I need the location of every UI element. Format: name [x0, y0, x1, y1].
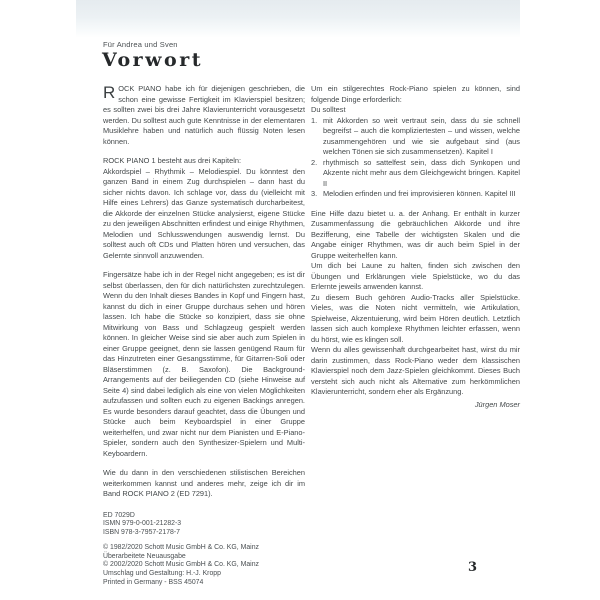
copyright-block	[103, 544, 305, 587]
paragraph-intro-text: OCK PIANO habe ich für diejenigen geschrieben, die schon eine gewisse Fertigkeit im Klavierspiel besitzen; es sollten zwei bis drei Jahre Klavierunterricht vorausgesetzt werden. Du solltest auch gute Kenntnisse in der elementaren Musiklehre haben und natürlich auch flüssig Noten lesen können.	[103, 84, 305, 146]
numbered-list-item	[311, 189, 520, 200]
edition-number: ED 7029D	[103, 511, 135, 519]
copyright-line: Umschlag und Gestaltung: H.-J. Kropp	[103, 570, 221, 578]
right-column	[311, 84, 520, 410]
dedication: Für Andrea und Sven	[103, 40, 178, 49]
paragraph-motivation: Um dich bei Laune zu halten, finden sich zwischen den Übungen und Erklärungen viele Spielstücke, wo du das Erlernte jeweils anwenden kannst.	[311, 261, 520, 291]
copyright-line: © 1982/2020 Schott Music GmbH & Co. KG, Mainz	[103, 544, 259, 552]
numbered-list-item	[311, 116, 520, 158]
chapter-list-intro: ROCK PIANO 1 besteht aus drei Kapiteln:	[103, 156, 242, 165]
list-number: 2.	[311, 157, 318, 167]
paragraph-appendix: Eine Hilfe dazu bietet u. a. der Anhang. Er enthält in kurzer Zusammenfassung die gebräuchlichen Akkorde und ihre Bezifferung, eine Tabelle der wichtigsten Skalen und die Angabe einiger Rhythmen, was dir auch beim Spiel in der Gruppe weiterhelfen kann.	[311, 208, 520, 260]
author-signature: Jürgen Moser	[474, 399, 520, 409]
requirements-intro: Um ein stilgerechtes Rock-Piano spielen zu können, sind folgende Dinge erforderlich:	[311, 84, 520, 104]
list-text: Melodien erfinden und frei improvisieren können. Kapitel III	[323, 189, 516, 198]
paragraph-audio-tracks: Zu diesem Buch gehören Audio-Tracks aller Spielstücke. Vieles, was die Noten nicht vermitteln, wie Artikulation, Spielweise, Akzentuierung, wird beim Hören deutlich. Letztlich lassen sich auch komplexe Rhythmen leichter erfassen, wenn du hörst, wie es klingen soll.	[311, 292, 520, 344]
isbn-number: ISBN 978-3-7957-2178-7	[103, 528, 180, 536]
ismn-number: ISMN 979-0-001-21282-3	[103, 520, 182, 528]
paragraph-conclusion: Wenn du alles gewissenhaft durchgearbeitet hast, wirst du mir darin zustimmen, dass Rock-Piano weder dem klassischen Klavierspiel noch dem Jazz-Spielen gleichkommt. Dieses Buch versteht sich auch nicht als Alternative zum herkömmlichen Klavierunterricht, sondern eher als Ergänzung.	[311, 345, 520, 396]
requirements-lead: Du solltest	[311, 105, 346, 114]
list-text: rhythmisch so sattelfest sein, dass dich Synkopen und Akzente nicht mehr aus dem Gleichgewicht bringen. Kapitel II	[323, 157, 520, 188]
left-column	[103, 84, 305, 587]
paragraph-chapters: Akkordspiel – Rhythmik – Melodiespiel. Du könntest den ganzen Band in einem Zug durchspielen – dann hast du sicher nichts davon. Ich schlage vor, dass du (vielleicht mit Hilfe eines Lehrers) das Ganze systematisch durcharbeitest, die Akkorde der einzelnen Stücke analysierst, eigene Stücke zu den jeweiligen Abschnitten erfindest und einige Rhythmen, Melodien und Schlusswendungen auswendig lernst. Du solltest auch oft CDs und Platten hören und versuchen, das Gelernte sinnvoll anzuwenden.	[103, 166, 305, 260]
page-stack-top-edge	[76, 0, 520, 38]
edition-numbers-block	[103, 512, 305, 538]
copyright-line: Printed in Germany - BSS 45074	[103, 578, 204, 586]
paragraph-intro	[103, 84, 305, 147]
numbered-list-item	[311, 158, 520, 190]
drop-cap: R	[103, 83, 116, 102]
paragraph-fingering: Fingersätze habe ich in der Regel nicht angegeben; es ist dir selbst überlassen, den für dich natürlichsten zurechtzulegen. Wenn du den Inhalt dieses Bandes in Kopf und Fingern hast, kannst du dich in einer Gruppe durchaus sehen und hören lassen. Ich habe die Stücke so konzipiert, dass sie ohne Mitwirkung von Bass und Schlagzeug gespielt werden können. In gleicher Weise sind sie aber auch zum Spielen in einer Gruppe geeignet, denn sie lassen genügend Raum für das Hinzutreten einer Gesangsstimme, für Gitarren-Soli oder Bläserstimmen (z. B. Saxofon). Die Background-Arrangements auf der beiliegenden CD (siehe Hinweise auf Seite 4) sind dabei lediglich als eine von vielen Möglichkeiten aufzufassen und sollten euch zu eigenen Backings anregen. Es wurde besonders darauf geachtet, dass die Übungen und Stücke auch beim Keyboardspiel in einer Gruppe weiterhelfen, und zwar nicht nur dem Pianisten und E-Piano-Spieler, sondern auch den Synthesizer-Spielern und Multi-Keyboardern.	[103, 270, 305, 458]
page-title: Vorwort	[102, 49, 203, 71]
list-number: 3.	[311, 189, 318, 198]
page-number: 3	[468, 560, 478, 575]
copyright-line: © 2002/2020 Schott Music GmbH & Co. KG, Mainz	[103, 561, 259, 569]
copyright-line: Überarbeitete Neuausgabe	[103, 552, 186, 560]
list-number: 1.	[311, 115, 318, 125]
list-text: mit Akkorden so weit vertraut sein, dass du sie schnell begreifst – auch die kompliziertesten – und wissen, welche zusammengehören und wie sie aufgebaut sind (aus welchen Tönen sie sich zusammensetzen). Kapitel I	[323, 115, 520, 156]
paragraph-rockpiano2: Wie du dann in den verschiedenen stilistischen Bereichen weiterkommen kannst und anderes mehr, zeige ich dir im Band ROCK PIANO 2 (ED 7291).	[103, 468, 305, 498]
